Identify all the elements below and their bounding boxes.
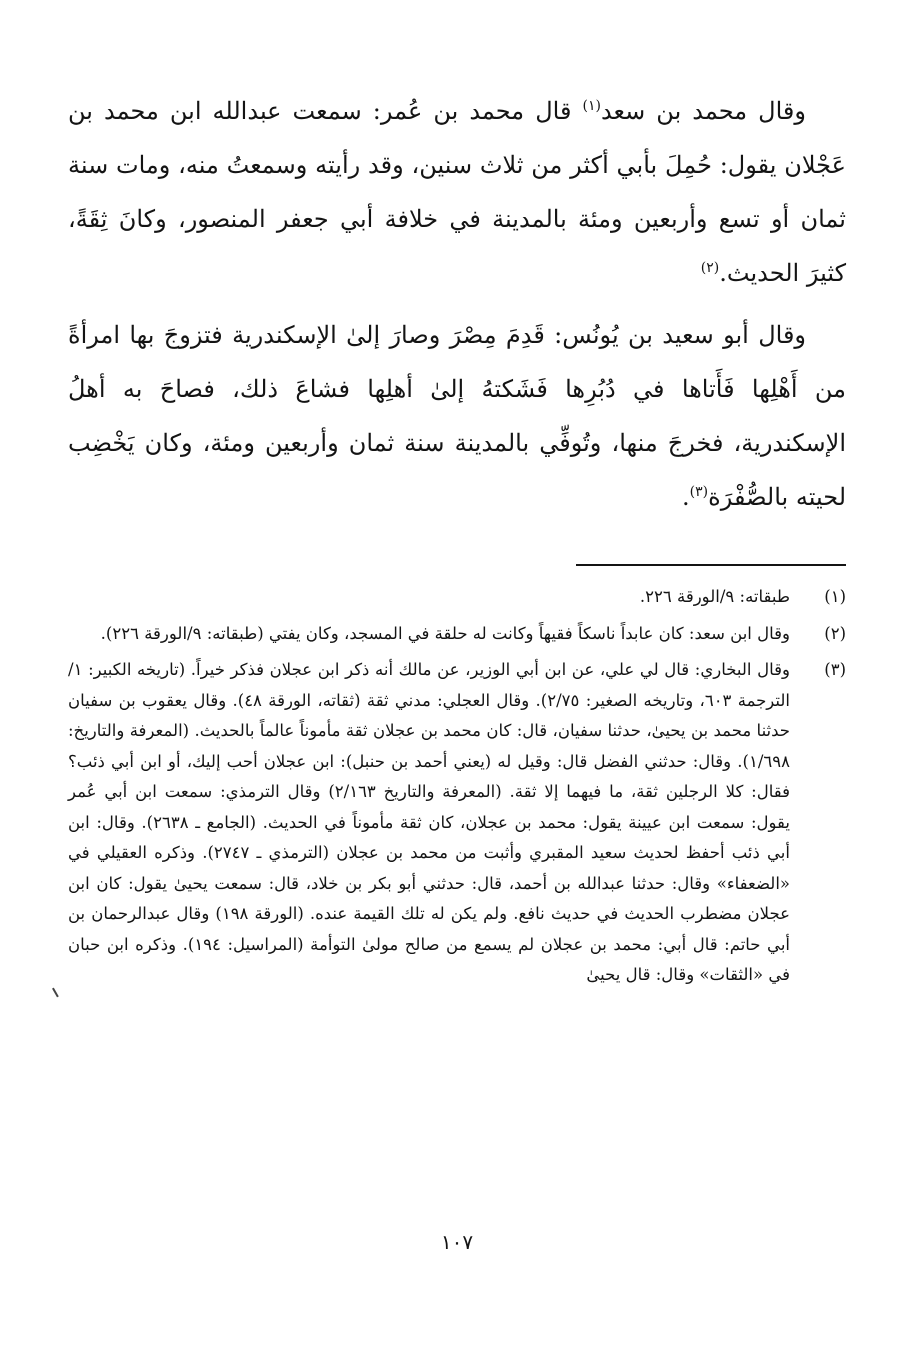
- paragraph-2-start: وقال أبو سعيد بن يُونُس: قَدِمَ مِصْرَ وصارَ إلىٰ الإسكندرية فتزوجَ بها امرأةً من أَهْلِها فَأَتاها في دُبُرِها فَشَكتهُ إلىٰ أهلِها فشاعَ ذلك، فصاحَ به أهلُ الإسكندرية، فخرجَ منها، وتُوفِّي بالمدينة سنة ثمان وأربعين ومئة، وكان يَخْضِب لحيته بالصُّفْرَة: [68, 321, 846, 511]
- paragraph-1-rest: قال محمد بن عُمر: سمعت عبدالله ابن محمد بن عَجْلان يقول: حُمِلَ بأبي أكثر من ثلاث سنين، وقد رأيته وسمعتُ منه، ومات سنة ثمان أو تسع وأربعين ومئة بالمدينة في خلافة أبي جعفر المنصور، وكانَ ثِقَةً، كثيرَ الحديث.: [68, 97, 846, 287]
- footnotes: [68, 582, 846, 997]
- footnote-ref-1: (١): [582, 98, 601, 114]
- footnote-separator: [576, 564, 846, 566]
- footnote-text: وقال ابن سعد: كان عابداً ناسكاً فقيهاً وكانت له حلقة في المسجد، وكان يفتي (طبقاته: ٩/الورقة ٢٢٦).: [100, 623, 790, 643]
- footnote-number: (١): [824, 587, 846, 606]
- main-text: [68, 84, 846, 524]
- footnote-1: [68, 582, 846, 613]
- footnote-text: وقال البخاري: قال لي علي، عن ابن أبي الوزير، عن مالك أنه ذكر ابن عجلان فذكر خيراً. (تاريخه الكبير: ١/الترجمة ٦٠٣، وتاريخه الصغير: ٢/٧٥). وقال العجلي: مدني ثقة (ثقاته، الورقة ٤٨). وقال يعقوب بن سفيان حدثنا محمد بن يحيىٰ، حدثنا سفيان، قال: كان محمد بن عجلان ثقة مأموناً عالماً بالحديث. (المعرفة والتاريخ: ١/٦٩٨). وقال: حدثني الفضل قال: وقيل له (يعني أحمد بن حنبل): ابن عجلان أحب إليك، أو ابن أبي ذئب؟ فقال: كلا الرجلين ثقة، ما فيهما إلا ثقة. (المعرفة والتاريخ ٢/١٦٣) وقال الترمذي: سمعت ابن أبي عُمر يقول: سمعت ابن عيينة يقول: محمد بن عجلان، كان ثقة مأموناً في الحديث. (الجامع ـ ٢٦٣٨). وقال: ابن أبي ذئب أحفظ لحديث سعيد المقبري وأثبت من محمد بن عجلان (الترمذي ـ ٢٧٤٧). وذكره العقيلي في «الضعفاء» وقال: حدثنا عبدالله بن أحمد، قال: حدثني أبو بكر بن خلاد، قال: سمعت يحيىٰ يقول: كان ابن عجلان مضطرب الحديث في حديث نافع. ولم يكن له تلك القيمة عنده. (الورقة ١٩٨) وقال عبدالرحمان بن أبي حاتم: قال أبي: محمد بن عجلان لم يسمع من صالح مولىٰ التوأمة (المراسيل: ١٩٤). وذكره ابن حبان في «الثقات» وقال: قال يحيىٰ: [68, 660, 791, 984]
- margin-mark: [52, 985, 64, 998]
- footnote-3: [68, 655, 846, 991]
- page-number: ١٠٧: [440, 1230, 474, 1254]
- footnote-ref-3: (٣): [689, 484, 709, 500]
- footnote-2: [68, 619, 846, 650]
- paragraph-1: [68, 84, 846, 300]
- footnote-number: (٣): [824, 660, 846, 679]
- footnote-number: (٢): [824, 623, 846, 643]
- paragraph-2-rest: .: [682, 483, 690, 511]
- footnote-text: طبقاته: ٩/الورقة ٢٢٦.: [639, 587, 790, 606]
- paragraph-1-start: وقال محمد بن سعد: [600, 97, 806, 125]
- paragraph-2: [68, 308, 846, 524]
- footnote-ref-2: (٢): [700, 260, 720, 276]
